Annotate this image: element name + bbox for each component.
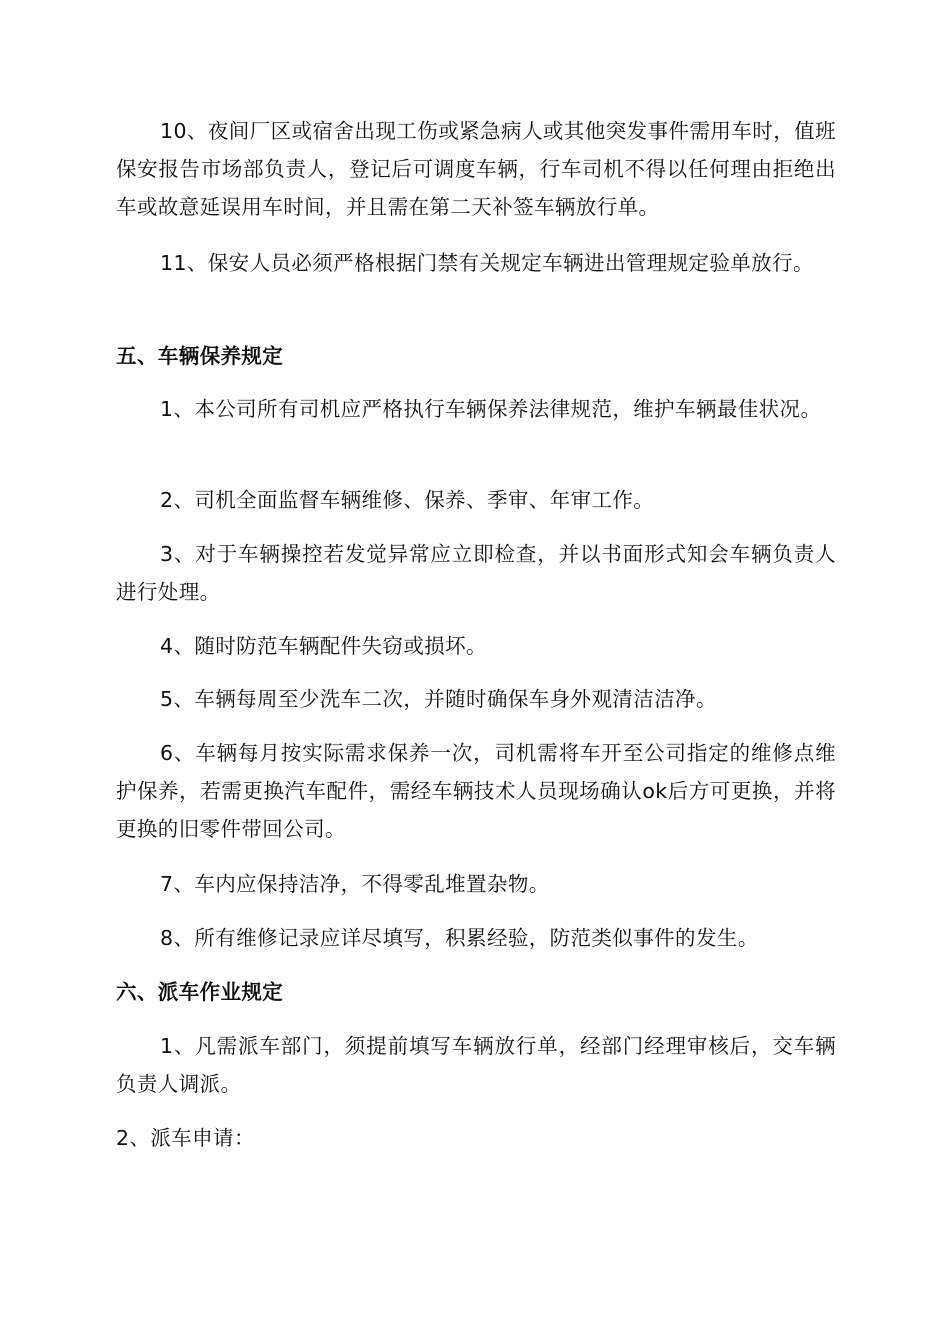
- dispatch-item-1: 1、凡需派车部门，须提前填写车辆放行单，经部门经理审核后，交车辆负责人调派。: [116, 1034, 836, 1096]
- paragraph-10: 10、夜间厂区或宿舍出现工伤或紧急病人或其他突发事件需用车时，值班保安报告市场部负责人，登记后可调度车辆，行车司机不得以任何理由拒绝出车或故意延误用车时间，并且需在第二天补签车辆放行单。: [116, 119, 836, 219]
- maintenance-item-1: 1、本公司所有司机应严格执行车辆保养法律规范，维护车辆最佳状况。: [160, 397, 822, 421]
- maintenance-item-3: 3、对于车辆操控若发觉异常应立即检查，并以书面形式知会车辆负责人进行处理。: [116, 542, 836, 604]
- maintenance-item-5: 5、车辆每周至少洗车二次，并随时确保车身外观清洁洁净。: [160, 687, 717, 711]
- section-heading-dispatch-rules: 六、派车作业规定: [116, 980, 284, 1004]
- section-heading-vehicle-maintenance: 五、车辆保养规定: [116, 344, 284, 368]
- maintenance-item-4: 4、随时防范车辆配件失窃或损坏。: [160, 634, 487, 658]
- maintenance-item-2: 2、司机全面监督车辆维修、保养、季审、年审工作。: [160, 488, 655, 512]
- dispatch-request-heading: 2、派车申请：: [116, 1126, 255, 1150]
- maintenance-item-8: 8、所有维修记录应详尽填写，积累经验，防范类似事件的发生。: [160, 926, 759, 950]
- maintenance-item-7: 7、车内应保持洁净，不得零乱堆置杂物。: [160, 872, 550, 896]
- maintenance-item-6: 6、车辆每月按实际需求保养一次，司机需将车开至公司指定的维修点维护保养，若需更换汽车配件，需经车辆技术人员现场确认ok后方可更换，并将更换的旧零件带回公司。: [116, 741, 836, 841]
- paragraph-11: 11、保安人员必须严格根据门禁有关规定车辆进出管理规定验单放行。: [160, 251, 814, 275]
